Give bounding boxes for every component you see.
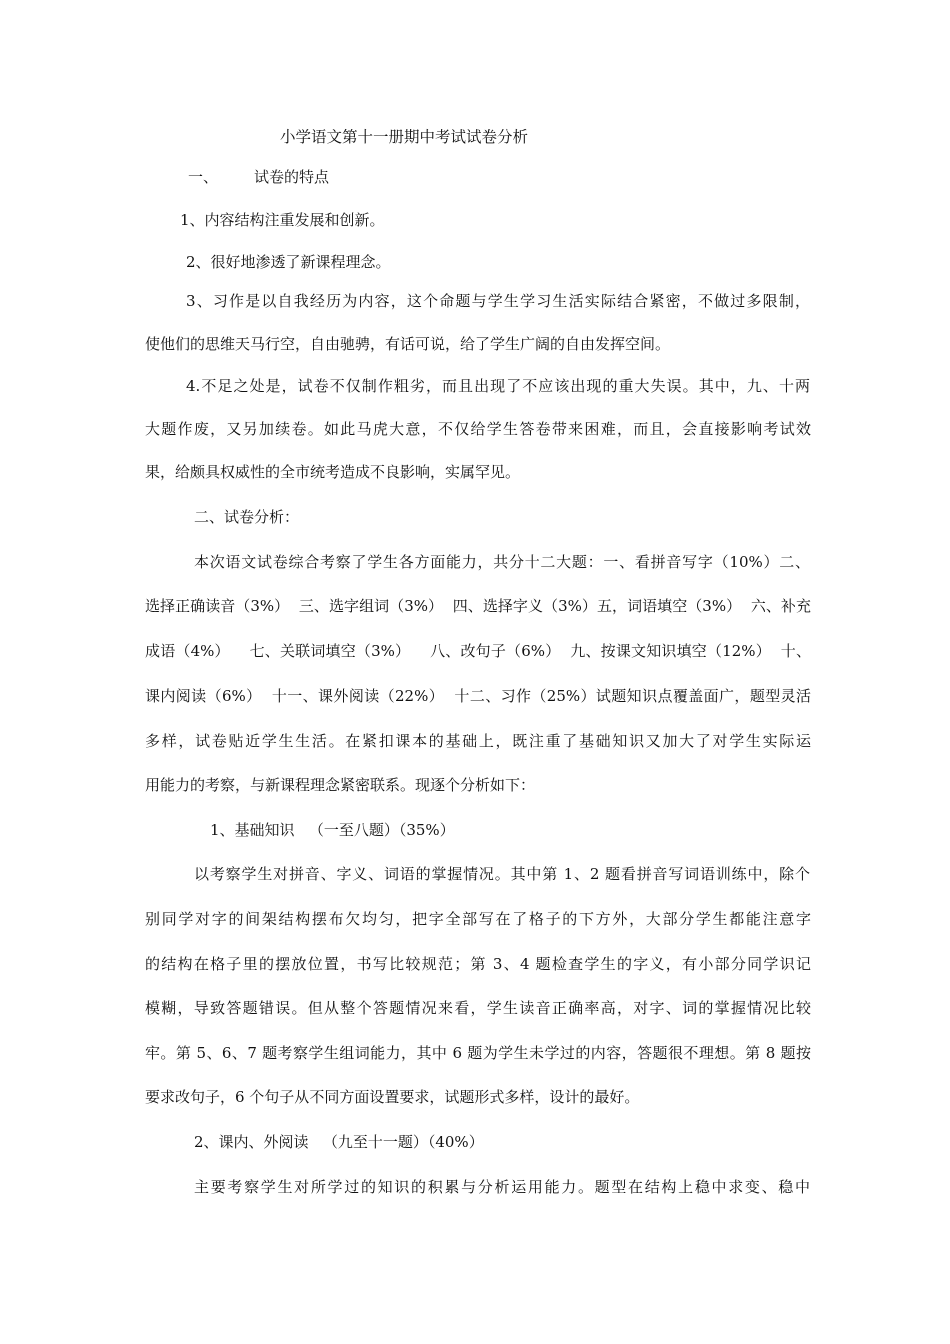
section-1-number: 一、: [188, 168, 219, 186]
point-4-line-3: 果，给颇具权威性的全市统考造成不良影响，实属罕见。: [145, 463, 521, 481]
section-1-heading: [188, 167, 329, 187]
subsection-1-line-2: 别同学对字的间架结构摆布欠均匀，把字全部写在了格子的下方外，大部分学生都能注意字: [145, 910, 811, 928]
point-4-line-1: 4.不足之处是，试卷不仅制作粗劣，而且出现了不应该出现的重大失误。其中，九、十两: [186, 377, 810, 395]
subsection-1-line-5: 牢。第 5、6、7 题考察学生组词能力，其中 6 题为学生未学过的内容，答题很不理想。第 8 题按: [145, 1044, 811, 1062]
section-2-intro-line-3: 成语（4%） 七、关联词填空（3%） 八、改句子（6%） 九、按课文知识填空（12%） 十、: [145, 642, 811, 660]
subsection-1-line-4: 模糊，导致答题错误。但从整个答题情况来看，学生读音正确率高，对字、词的掌握情况比较: [145, 999, 811, 1017]
section-2-intro-line-1: 本次语文试卷综合考察了学生各方面能力，共分十二大题：一、看拼音写字（10%）二、: [194, 553, 810, 571]
section-2-intro-line-2: 选择正确读音（3%） 三、选字组词（3%） 四、选择字义（3%）五，词语填空（3%） 六、补充: [145, 597, 811, 615]
subsection-1-line-6: 要求改句子，6 个句子从不同方面设置要求，试题形式多样，设计的最好。: [145, 1088, 640, 1106]
section-2-intro-line-4: 课内阅读（6%） 十一、课外阅读（22%） 十二、习作（25%）试题知识点覆盖面广，题型灵活: [145, 687, 811, 705]
section-1-title: 试卷的特点: [254, 168, 330, 186]
subsection-2-line-1: 主要考察学生对所学过的知识的积累与分析运用能力。题型在结构上稳中求变、稳中: [194, 1178, 810, 1196]
point-3-line-1: 3、习作是以自我经历为内容，这个命题与学生学习生活实际结合紧密，不做过多限制，: [186, 292, 810, 310]
point-4-line-2: 大题作废，又另加续卷。如此马虎大意，不仅给学生答卷带来困难，而且，会直接影响考试效: [145, 420, 811, 438]
section-2-intro-line-5: 多样，试卷贴近学生生活。在紧扣课本的基础上，既注重了基础知识又加大了对学生实际运: [145, 732, 811, 750]
point-2: 2、很好地渗透了新课程理念。: [186, 253, 391, 271]
point-1: 1、内容结构注重发展和创新。: [180, 211, 385, 229]
section-2-intro-line-6: 用能力的考察，与新课程理念紧密联系。现逐个分析如下：: [145, 776, 536, 794]
subsection-2-heading: 2、课内、外阅读 （九至十一题）（40%）: [194, 1133, 484, 1151]
document-title: 小学语文第十一册期中考试试卷分析: [280, 128, 529, 146]
point-3-line-2: 使他们的思维天马行空，自由驰骋，有话可说，给了学生广阔的自由发挥空间。: [145, 335, 671, 353]
subsection-1-heading: 1、基础知识 （一至八题）（35%）: [210, 821, 455, 839]
subsection-1-line-3: 的结构在格子里的摆放位置，书写比较规范；第 3、4 题检查学生的字义，有小部分同学识记: [145, 955, 811, 973]
subsection-1-line-1: 以考察学生对拼音、字义、词语的掌握情况。其中第 1、2 题看拼音写词语训练中，除个: [194, 865, 810, 883]
section-2-heading: 二、试卷分析：: [194, 508, 300, 526]
